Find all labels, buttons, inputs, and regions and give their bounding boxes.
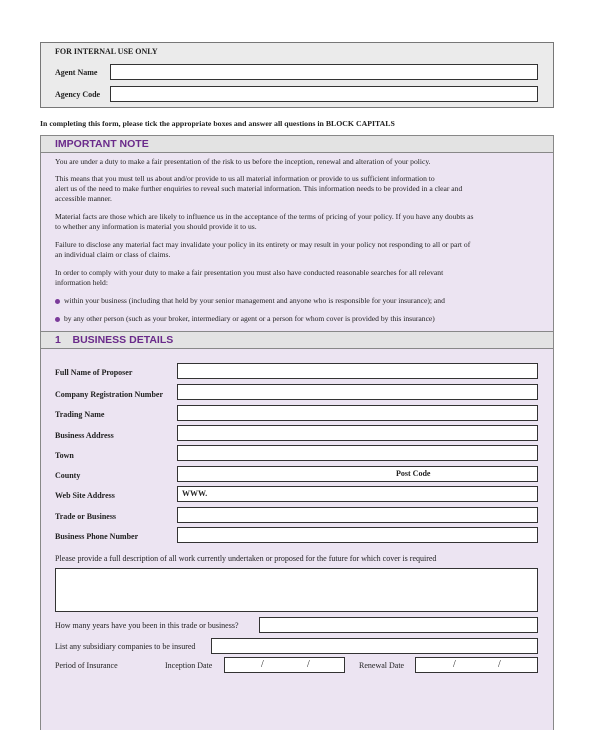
important-note-title: IMPORTANT NOTE [55, 138, 149, 150]
renewal-date-sep-2: / [498, 659, 501, 670]
agency-code-label: Agency Code [55, 90, 101, 99]
town-field[interactable] [177, 445, 538, 461]
note-bullet-1: within your business (including that held by your senior management and anyone who is responsible for your insurance); and [64, 296, 445, 305]
company-reg-label: Company Registration Number [55, 390, 163, 399]
post-code-label: Post Code [396, 469, 431, 478]
town-label: Town [55, 451, 74, 460]
business-address-field[interactable] [177, 425, 538, 441]
note-paragraph-1: You are under a duty to make a fair presentation of the risk to us before the inception, renewal and alteration of your policy. [55, 157, 431, 166]
note-paragraph-3a: Material facts are those which are likely to influence us in the acceptance of the terms of pricing of your policy. If you have any doubts as [55, 212, 474, 221]
renewal-date-field[interactable] [415, 657, 538, 673]
note-paragraph-2b: alert us of the need to make further enquiries to reveal such material information. This information needs to be provided in a clear and [55, 184, 463, 193]
note-paragraph-4b: an individual claim or class of claims. [55, 250, 171, 259]
inception-date-sep-2: / [307, 659, 310, 670]
company-reg-field[interactable] [177, 384, 538, 400]
full-name-label: Full Name of Proposer [55, 368, 133, 377]
internal-use-title: FOR INTERNAL USE ONLY [55, 47, 158, 56]
note-paragraph-2a: This means that you must tell us about and/or provide to us all material information or provide to us sufficient information to [55, 174, 435, 183]
form-instruction: In completing this form, please tick the appropriate boxes and answer all questions in BLOCK CAPITALS [40, 119, 395, 128]
subsidiaries-field[interactable] [211, 638, 538, 654]
description-prompt: Please provide a full description of all work currently undertaken or proposed for the future for which cover is required [55, 554, 437, 563]
subsidiaries-prompt: List any subsidiary companies to be insured [55, 642, 196, 651]
note-bullet-2: by any other person (such as your broker, intermediary or agent or a person for whom cover is provided by this insurance) [64, 314, 435, 323]
full-name-field[interactable] [177, 363, 538, 379]
website-field[interactable] [177, 486, 538, 502]
renewal-date-sep-1: / [453, 659, 456, 670]
county-field[interactable] [177, 466, 538, 482]
inception-date-sep-1: / [261, 659, 264, 670]
phone-field[interactable] [177, 527, 538, 543]
trade-label: Trade or Business [55, 512, 117, 521]
agent-name-field[interactable] [110, 64, 538, 80]
trading-name-label: Trading Name [55, 410, 105, 419]
description-field[interactable] [55, 568, 538, 612]
website-label: Web Site Address [55, 491, 115, 500]
note-paragraph-3b: to whether any information is material you should provide it to us. [55, 222, 257, 231]
trading-name-field[interactable] [177, 405, 538, 421]
agent-name-label: Agent Name [55, 68, 98, 77]
agency-code-field[interactable] [110, 86, 538, 102]
note-paragraph-5b: information held: [55, 278, 108, 287]
note-paragraph-5a: In order to comply with your duty to make a fair presentation you must also have conducted reasonable searches for all relevant [55, 268, 444, 277]
inception-label: Inception Date [165, 661, 213, 670]
years-prompt: How many years have you been in this trade or business? [55, 621, 239, 630]
period-label: Period of Insurance [55, 661, 118, 670]
years-field[interactable] [259, 617, 538, 633]
business-address-label: Business Address [55, 431, 114, 440]
note-paragraph-4a: Failure to disclose any material fact may invalidate your policy in its entirety or may result in your policy not responding to all or part of [55, 240, 471, 249]
website-prefix: WWW. [182, 489, 208, 498]
county-label: County [55, 471, 81, 480]
renewal-label: Renewal Date [359, 661, 405, 670]
note-paragraph-2c: accessible manner. [55, 194, 112, 203]
phone-label: Business Phone Number [55, 532, 139, 541]
trade-field[interactable] [177, 507, 538, 523]
business-details-title: 1 BUSINESS DETAILS [55, 334, 174, 346]
inception-date-field[interactable] [224, 657, 345, 673]
bullet-icon [55, 299, 60, 304]
bullet-icon [55, 317, 60, 322]
